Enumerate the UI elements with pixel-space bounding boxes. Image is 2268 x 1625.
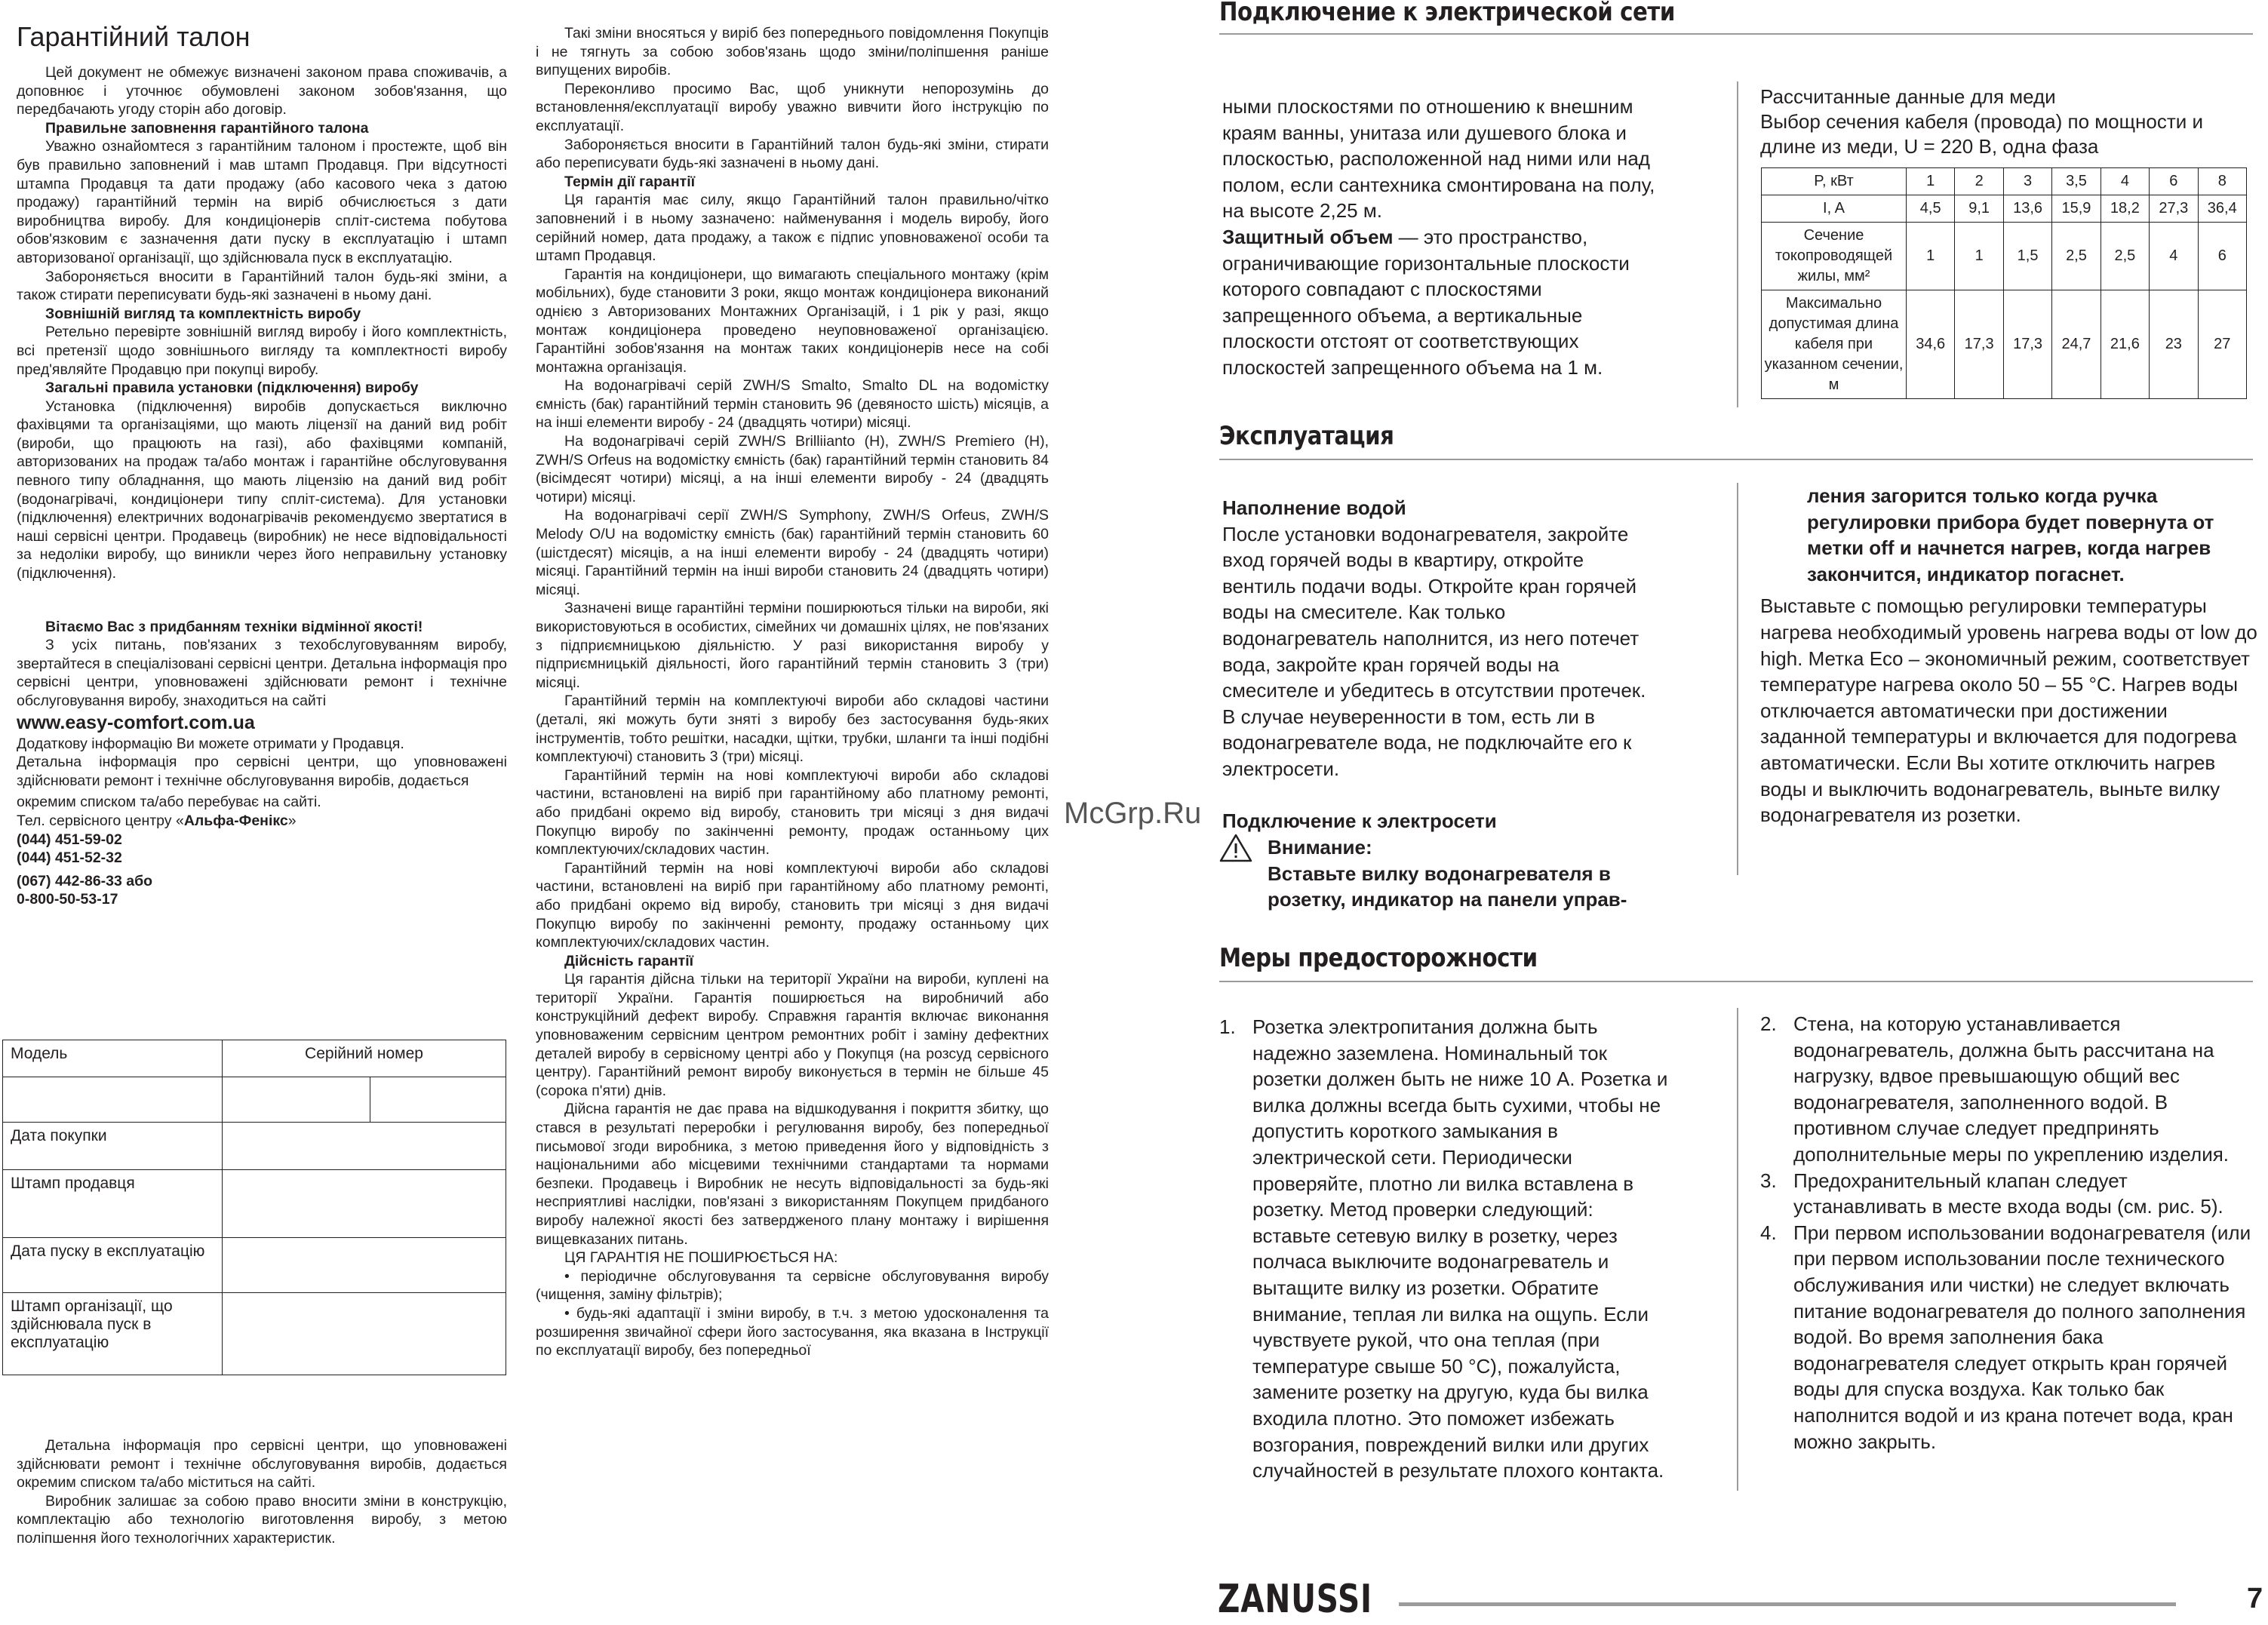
list-item: 3. Предохранительный клапан следует устанавливать в месте входа воды (см. рис. 5). [1760,1169,2223,1218]
paragraph: окремим списком та/або перебуває на сайті. [17,794,321,811]
row-label-power: P, кВт [1762,168,1907,195]
seller-stamp-label: Штамп продавця [3,1170,223,1238]
table-row [1762,290,2247,399]
table-cell: 9,1 [1955,195,2003,223]
section-divider [1219,33,2253,35]
table-cell: 27,3 [2150,195,2198,223]
phone: 0-800-50-53-17 [17,891,118,908]
calc-title: Рассчитанные данные для меди [1760,85,2056,108]
paragraph: Такі зміни вносяться у виріб без попереднього повідомлення Покупців і не тягнуть за собою зобов'язань щодо зміни/поліпшення раніше випущених виробів. [536,25,1049,79]
table-cell: 6 [2198,223,2246,290]
model-field[interactable] [3,1077,223,1123]
precautions-left-column [1219,1014,1672,1484]
paragraph: Зазначені вище гарантійні терміни поширюються тільки на вироби, які використовуються в особистих, сімейних чи домашніх цілях, не пов'язаних з підприємницькою діяльністю. У разі використання виробу у підприємницькій діяльності, його гарантійний термін становить 3 (три) місяці. [536,600,1049,691]
paragraph: Выставьте с помощью регулировки температуры нагрева необходимый уровень нагрева воды от low до high. Метка Eco – экономичный режим, соответствует температуре нагрева около 50 – 55 °С. Нагрев воды отключается автоматически при достижении заданной температуры и включается для подогрева автоматически. Если Вы хотите отключить нагрев воды и выключить водонагреватель, выньте вилку водонагревателя из розетки. [1760,594,2257,827]
table-cell: 1 [1955,223,2003,290]
subheading: Дійсність гарантії [564,952,694,969]
fill-heading: Наполнение водой [1222,496,1406,519]
table-row [1762,195,2247,223]
model-label: Модель [3,1040,223,1077]
paragraph: Гарантійний термін на комплектуючі вироби або складові частини (деталі, які можуть бути зняті з виробу без застосування будь-яких інструментів, тобто решітки, насадки, щітки, трубки, шланги та інші подібні комплектуючі) становить 3 (три) місяці. [536,693,1049,766]
table-cell: 34,6 [1907,290,1955,399]
precautions-right-column [1760,1011,2258,1455]
serial-field-extra[interactable] [370,1077,506,1123]
operation-right-column [1760,483,2258,828]
paragraph: Забороняється вносити в Гарантійний талон будь-які зміни, стирати або переписувати будь-які зазначені в ньому дані. [536,136,1049,172]
operation-left-column [1222,495,1660,834]
paragraph: Ця гарантія має силу, якщо Гарантійний талон правильно/чітко заповнений і в ньому зазначено: найменування і модель виробу, його серійний номер, дата продажу, а також є підпис уповноваженої особи та штамп Продавця. [536,192,1049,265]
table-cell: 24,7 [2052,290,2101,399]
watermark: McGrp.Ru [1064,797,1202,830]
table-cell: 1 [1907,168,1955,195]
warning-icon [1219,833,1252,863]
subheading: Правильне заповнення гарантійного талона [45,119,369,137]
connect-heading: Подключение к электросети [1222,809,1497,832]
table-cell: 1,5 [2003,223,2051,290]
warning-text: Вставьте вилку водонагревателя в розетку, индикатор на панели управ- [1268,862,1627,911]
right-page [1132,0,2268,1625]
paragraph: Гарантія на кондиціонери, що вимагають спеціального монтажу (крім мобільних), буде становити 3 роки, якщо монтаж кондиціонера виконаний однією з Авторизованих Монтажних Організацій, і 1 рік у разі, якщо монтаж кондиціонера проведено неуповноваженої організацією. Гарантійні зобов'язання на монтаж таких кондиціонерів несе на собі монтажна організація. [536,266,1049,376]
warning-continued: ления загорится только когда ручка регулировки прибора будет повернута от метки off и начнется нагрев, когда нагрев закончится, индикатор погаснет. [1807,484,2214,585]
paragraph: На водонагрівачі серій ZWH/S Brilliianto (H), ZWH/S Premiero (H), ZWH/S Orfeus на водомістку ємність (бак) гарантійний термін становить 84 (вісімдесят чотири) місяці, а на інші елементи виробу - 24 (двадцять чотири) місяці. [536,433,1049,505]
footer-rule [1399,1602,2176,1606]
start-date-field[interactable] [223,1238,506,1293]
subheading: Зовнішній вигляд та комплектність виробу [45,305,361,322]
paragraph: З усіх питань, пов'язаних з техобслуговуванням виробу, звертайтеся в спеціалізовані сервісні центри. Детальна інформація про сервісні центри, уповноважені здійснювати ремонт і технічне обслуговування виробу, знаходиться на сайті [17,637,507,709]
org-stamp-field[interactable] [223,1293,506,1375]
paragraph: Установка (підключення) виробів допускається виключно фахівцями та організаціями, що мають ліцензії на даний вид робіт (вироби, що працюють на газі), або фахівцями компаній, авторизованих на продаж та/або монтаж і гарантійне обслуговування певного типу обладнання, що мають ліцензію на даний вид робіт (водонагрівачі, кондиціонери типу спліт-система). Для установки (підключення) електричних водонагрівачів рекомендуємо звертатися в наші сервісні центри. Продавець (виробник) не несе відповідальності за недоліки виробу, що виникли через його неправильну установку (підключення). [17,398,507,582]
page-number: 7 [2247,1583,2263,1614]
table-cell: 2,5 [2052,223,2101,290]
purchase-date-field[interactable] [223,1123,506,1170]
service-center-name: Альфа-Фенікс [183,812,288,829]
paragraph: Цей документ не обмежує визначені законом права споживачів, а доповнює і уточнює обумовлені законом зобов'язання, що передбачають угоду сторін або договір. [17,64,507,118]
paragraph: Детальна інформація про сервісні центри, що уповноважені здійснювати ремонт і технічне обслуговування виробів, додається окремим списком та/або міститься на сайті. [17,1437,507,1491]
section-divider [1219,459,2253,460]
paragraph: Дійсна гарантія не дає права на відшкодування і покриття збитку, що стався в результаті переробки і регулювання виробу, без попередньої письмової згоди виробника, з метою приведення його у відповідність з національними або місцевими технічними стандартами та нормами безпеки. Продавець і Виробник не несуть відповідальності за будь-які несприятливі наслідки, пов'язані з використанням Покупцем придбаного виробу належної якості без затвердженого плану монтажу і вирішення вищевказаних питань. [536,1101,1049,1248]
vertical-divider [1737,1008,1738,1491]
table-cell: 2,5 [2101,223,2149,290]
table-cell: 21,6 [2101,290,2149,399]
table-cell: 18,2 [2101,195,2149,223]
phone: (044) 451-59-02 [17,831,122,848]
serial-field[interactable] [223,1077,370,1123]
paragraph: • будь-які адаптації і зміни виробу, в т.ч. з метою удосконалення та розширення звичайної сфери його застосування, яка вказана в Інструкції по експлуатації виробу, без попередньої [536,1304,1049,1359]
subheading: Термін дії гарантії [564,173,696,190]
warranty-title: Гарантійний талон [17,21,250,52]
paragraph: Уважно ознайомтеся з гарантійним талоном і простежте, щоб він був правильно заповнений і мав штамп Продавця. При відсутності штампа Продавця та дати продажу (або касового чека з датою продажу) гарантійний термін на виріб обчислюється з дати виробництва виробу. Для кондиціонерів спліт-система побутова обов'язковим є зазначення дати пуску в експлуатацію і штамп авторизованої організації, що здійснювала пуск в експлуатацію. [17,138,507,266]
list-item: 1. Розетка электропитания должна быть надежно заземлена. Номинальный ток розетки должен быть не ниже 10 А. Розетка и вилка должны всегда быть сухими, чтобы не допустить короткого замыкания в электрической сети. Периодически проверяйте, плотно ли вилка вставлена в розетку. Метод проверки следующий: вставьте сетевую вилку в розетку, через полчаса выключите водонагреватель и вытащите вилку из розетки. Обратите внимание, теплая ли вилка на ощупь. Если чувствуете рукой, что она теплая (при температуре свыше 50 °С), пожалуйста, замените розетку на другую, куда бы вилка входила плотно. Это поможет избежать возгорания, повреждений вилки или других случайностей в результате плохого контакта. [1219,1015,1668,1482]
welcome-heading: Вітаємо Вас з придбанням техніки відмінної якості! [45,618,423,635]
warning-block [1268,834,1660,913]
phone: (067) 442-86-33 або [17,872,153,889]
table-cell: 13,6 [2003,195,2051,223]
left-column-1 [17,63,507,909]
paragraph: • періодичне обслуговування та сервісне обслуговування виробу (чищення, заміну фільтрів); [536,1267,1049,1304]
paragraph: Ця гарантія дійсна тільки на території України на вироби, куплені на території України. Гарантія поширюється на виробничий або конструкційний дефект виробу. Справжня гарантія включає виконання уповноваженим сервісним центром ремонтних робіт і заміну дефектних деталей виробу в сервісному центрі або у Покупця (на розсуд сервісного центру). Гарантійний ремонт виробу виконується в термін не більше 45 (сорока п'яти) днів. [536,971,1049,1099]
table-cell: 6 [2150,168,2198,195]
section-title-operation: Эксплуатация [1219,421,1394,451]
left-column-1-bottom [17,1436,507,1548]
paragraph: Защитный объем — это пространство, ограничивающие горизонтальные плоскости которого совпадают с плоскостями запрещенного объема, а вертикальные плоскости отстоят от соответствующих плоскостей запрещенного объема на 1 м. [1222,225,1630,379]
row-label-current: I, A [1762,195,1907,223]
paragraph: На водонагрівачі серій ZWH/S Smalto, Smalto DL на водомістку ємність (бак) гарантійний термін становить 96 (девяносто шість) місяців, а на інші елементи виробу - 24 (двадцять чотири) місяці. [536,377,1049,432]
paragraph: Детальна інформація про сервісні центри, що уповноважені здійснювати ремонт і технічне обслуговування виробів, додається [17,754,507,789]
table-cell: 36,4 [2198,195,2246,223]
table-cell: 1 [1907,223,1955,290]
electrical-text-column [1222,94,1660,381]
table-cell: 4,5 [1907,195,1955,223]
paragraph: На водонагрівачі серії ZWH/S Symphony, ZWH/S Orfeus, ZWH/S Melody O/U на водомістку ємність (бак) гарантійний термін становить 60 (шістдесят) місяців, а на інші елементи виробу - 24 (двадцять чотири) місяці. Гарантійний термін на інші вироби становить 24 (двадцять чотири) місяці. [536,507,1049,598]
phone: (044) 451-52-32 [17,849,122,867]
paragraph: Додаткову інформацію Ви можете отримати у Продавця. [17,735,404,752]
warranty-form-table [2,1040,506,1375]
vertical-divider [1737,81,1738,407]
serial-label: Серійний номер [223,1040,506,1077]
paragraph: Гарантійний термін на нові комплектуючі вироби або складові частини, встановлені на виріб при гарантійному або платному ремонті, або придбані окремо від виробу, становить три місяці з дня видачі Покупцю виробу по закінченні ремонту, продаж останньому цих комплектуючих/складових частин. [536,766,1049,859]
paragraph: Забороняється вносити в Гарантійний талон будь-які зміни, а також стирати переписувати будь-які зазначені в ньому дані. [17,268,507,304]
table-cell: 3,5 [2052,168,2101,195]
warning-title: Внимание: [1268,836,1372,859]
list-item: 4. При первом использовании водонагревателя (или при первом использовании после технического обслуживания или чистки) не следует включать питание водонагревателя до полного заполнения водой. Во время заполнения бака водонагревателя следует открыть кран горячей воды для спуска воздуха. Как только бак наполнится водой и из крана потечет вода, кран можно закрыть. [1760,1221,2251,1453]
table-cell: 27 [2198,290,2246,399]
paragraph: Виробник залишає за собою право вносити зміни в конструкцію, комплектацію або технологію виготовлення виробу, з метою поліпшення його технологічних характеристик. [17,1492,507,1547]
paragraph: ЦЯ ГАРАНТІЯ НЕ ПОШИРЮЄТЬСЯ НА: [564,1249,838,1267]
vertical-divider [1737,483,1738,875]
section-title-precautions: Меры предосторожности [1219,943,1538,973]
left-column-2 [536,24,1049,1360]
table-cell: 17,3 [2003,290,2051,399]
paragraph: Гарантійний термін на нові комплектуючі вироби або складові частини, встановлені на виріб при гарантійному або платному ремонті, або придбані окремо від виробу, становить три місяці з дня видачі Покупцю виробу по закінченні ремонту, продажу останньому цих комплектуючих/складових частин. [536,859,1049,951]
calc-subtitle: Выбор сечения кабеля (провода) по мощности и длине из меди, U = 220 В, одна фаза [1760,110,2203,158]
table-cell: 23 [2150,290,2198,399]
table-row [1762,168,2247,195]
table-cell: 4 [2150,223,2198,290]
subheading: Загальні правила установки (підключення) виробу [45,379,419,397]
purchase-date-label: Дата покупки [3,1123,223,1170]
table-cell: 4 [2101,168,2149,195]
start-date-label: Дата пуску в експлуатацію [3,1238,223,1293]
table-cell: 15,9 [2052,195,2101,223]
paragraph: После установки водонагревателя, закройте вход горячей воды в квартиру, откройте вентиль подачи воды. Откройте кран горячей воды на смесителе. Как только водонагреватель наполнится, из него потечет вода, закройте кран горячей воды на смесителе и убедитесь в отсутствии протечек. В случае неуверенности в том, есть ли в водонагревателе вода, не подключайте его к электросети. [1222,522,1646,780]
table-row [1762,223,2247,290]
section-divider [1219,981,2253,982]
list-item: 2. Стена, на которую устанавливается водонагреватель, должна быть рассчитана на нагрузку, вдвое превышающую общий вес водонагревателя, заполненного водой. В противном случае следует предпринять дополнительные меры по укреплению изделия. [1760,1012,2230,1166]
paragraph: ными плоскостями по отношению к внешним краям ванны, унитаза или душевого блока и плоскостью, расположенной над ними или над полом, если сантехника смонтирована на полу, на высоте 2,25 м. [1222,95,1655,223]
row-label-section: Сечение токопроводящей жилы, мм² [1762,223,1907,290]
paragraph: Ретельно перевірте зовнішній вигляд виробу і його комплектність, всі претензії щодо зовнішнього вигляду та комплектності виробу пред'являйте Продавцю при покупці виробу. [17,324,507,378]
seller-stamp-field[interactable] [223,1170,506,1238]
term-protective-volume: Защитный объем [1222,225,1394,248]
brand-logo: ZANUSSI [1218,1577,1372,1622]
copper-cable-table [1761,167,2247,399]
section-title-electrical: Подключение к электрической сети [1219,0,1675,27]
table-cell: 8 [2198,168,2246,195]
left-page [0,0,1132,1625]
website-link[interactable]: www.easy-comfort.com.ua [17,711,255,733]
table-cell: 2 [1955,168,2003,195]
paragraph: Переконливо просимо Вас, щоб уникнути непорозумінь до встановлення/експлуатації виробу уважно вивчити його інструкцію по експлуатації. [536,80,1049,134]
service-center-line: Тел. сервісного центру «Альфа-Фенікс» [17,812,297,829]
table-cell: 3 [2003,168,2051,195]
table-cell: 17,3 [1955,290,2003,399]
row-label-length: Максимально допустимая длина кабеля при указанном сечении, м [1762,290,1907,399]
copper-calc-header [1760,84,2243,159]
org-stamp-label: Штамп організації, що здійснювала пуск в експлуатацію [3,1293,223,1375]
